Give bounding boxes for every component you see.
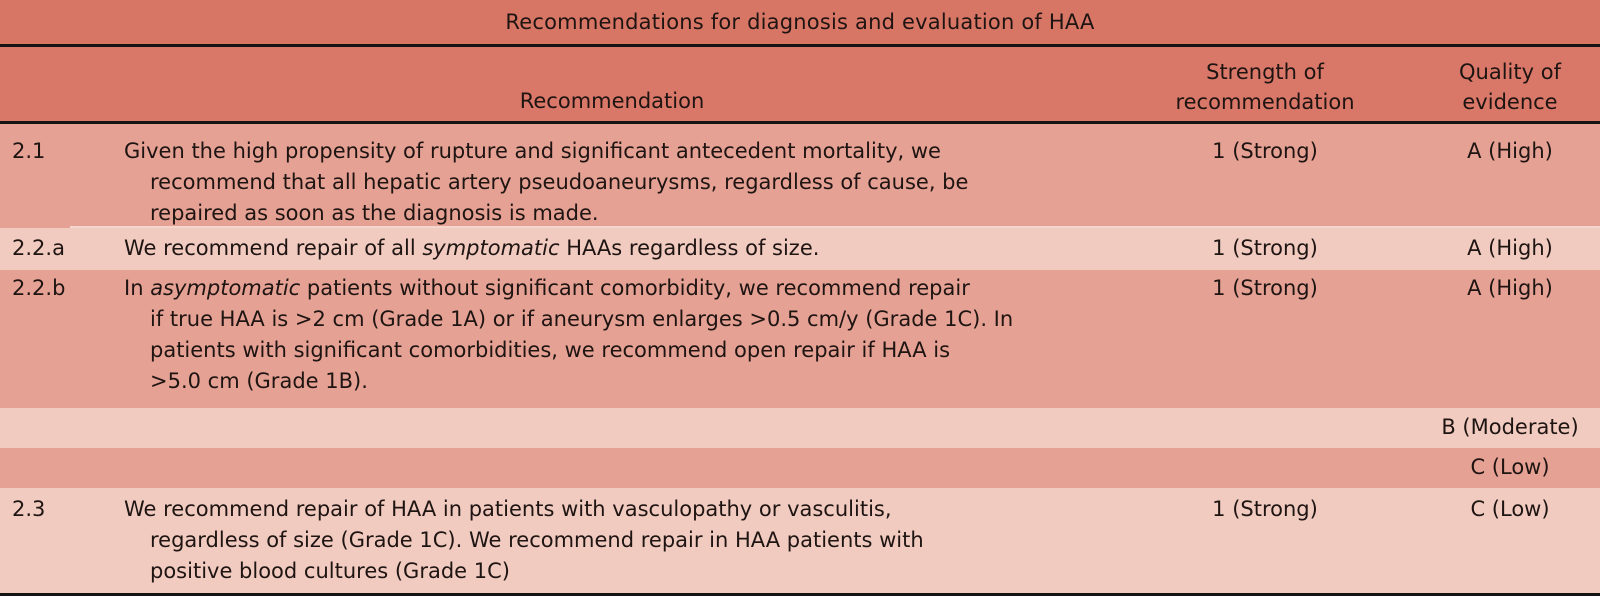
row-text-line: if true HAA is >2 cm (Grade 1A) or if aneurysm enlarges >0.5 cm/y (Grade 1C). In xyxy=(150,307,1014,331)
header-strength xyxy=(1130,57,1400,117)
header-strength-line1: Strength of xyxy=(1206,60,1324,84)
table-title xyxy=(0,0,1600,44)
row-recommendation xyxy=(124,233,1114,264)
row-text-line: regardless of size (Grade 1C). We recommend repair in HAA patients with xyxy=(150,528,924,552)
row-id: 2.2.b xyxy=(12,276,66,300)
table-row xyxy=(0,124,1600,228)
row-recommendation xyxy=(124,494,1114,587)
header-quality xyxy=(1420,57,1600,117)
header-recommendation: Recommendation xyxy=(519,89,705,113)
header-strength-line2: recommendation xyxy=(1175,90,1355,114)
row-text-line: We recommend repair of HAA in patients with vasculopathy or vasculitis, xyxy=(124,497,892,521)
row-quality: A (High) xyxy=(1467,236,1553,260)
table-row xyxy=(0,228,1600,270)
table-row xyxy=(0,270,1600,408)
row-text-emphasis: asymptomatic xyxy=(150,276,301,300)
row-id: 2.3 xyxy=(12,497,46,521)
table-row xyxy=(0,488,1600,593)
row-text-post: HAAs regardless of size. xyxy=(559,236,820,260)
row-quality: B (Moderate) xyxy=(1441,415,1579,439)
table-row xyxy=(0,408,1600,448)
row-text-line: >5.0 cm (Grade 1B). xyxy=(150,369,368,393)
row-text-line: repaired as soon as the diagnosis is made. xyxy=(150,201,599,225)
row-text-line xyxy=(124,273,1114,304)
table-title-text: Recommendations for diagnosis and evaluation of HAA xyxy=(505,10,1095,34)
row-text-line: Given the high propensity of rupture and significant antecedent mortality, we xyxy=(124,139,941,163)
row-text-pre: In xyxy=(124,276,151,300)
row-strength: 1 (Strong) xyxy=(1212,276,1318,300)
header-quality-line2: evidence xyxy=(1462,90,1558,114)
table-row xyxy=(0,448,1600,488)
row-text-line xyxy=(124,233,1114,264)
row-text-emphasis: symptomatic xyxy=(422,236,560,260)
row-recommendation xyxy=(124,136,1114,229)
row-strength: 1 (Strong) xyxy=(1212,497,1318,521)
row-quality: A (High) xyxy=(1467,276,1553,300)
row-text-line: positive blood cultures (Grade 1C) xyxy=(150,559,510,583)
row-text-pre: We recommend repair of all xyxy=(124,236,423,260)
table-header xyxy=(0,47,1600,121)
row-text-line: patients with significant comorbidities, we recommend open repair if HAA is xyxy=(150,338,951,362)
row-text-post: patients without significant comorbidity, we recommend repair xyxy=(300,276,970,300)
row-strength: 1 (Strong) xyxy=(1212,139,1318,163)
row-quality: C (Low) xyxy=(1470,497,1550,521)
row-id: 2.2.a xyxy=(12,236,65,260)
header-quality-line1: Quality of xyxy=(1459,60,1561,84)
row-strength: 1 (Strong) xyxy=(1212,236,1318,260)
row-text-line: recommend that all hepatic artery pseudoaneurysms, regardless of cause, be xyxy=(150,170,969,194)
row-quality: A (High) xyxy=(1467,139,1553,163)
row-id: 2.1 xyxy=(12,139,46,163)
row-quality: C (Low) xyxy=(1470,455,1550,479)
row-recommendation xyxy=(124,273,1114,397)
